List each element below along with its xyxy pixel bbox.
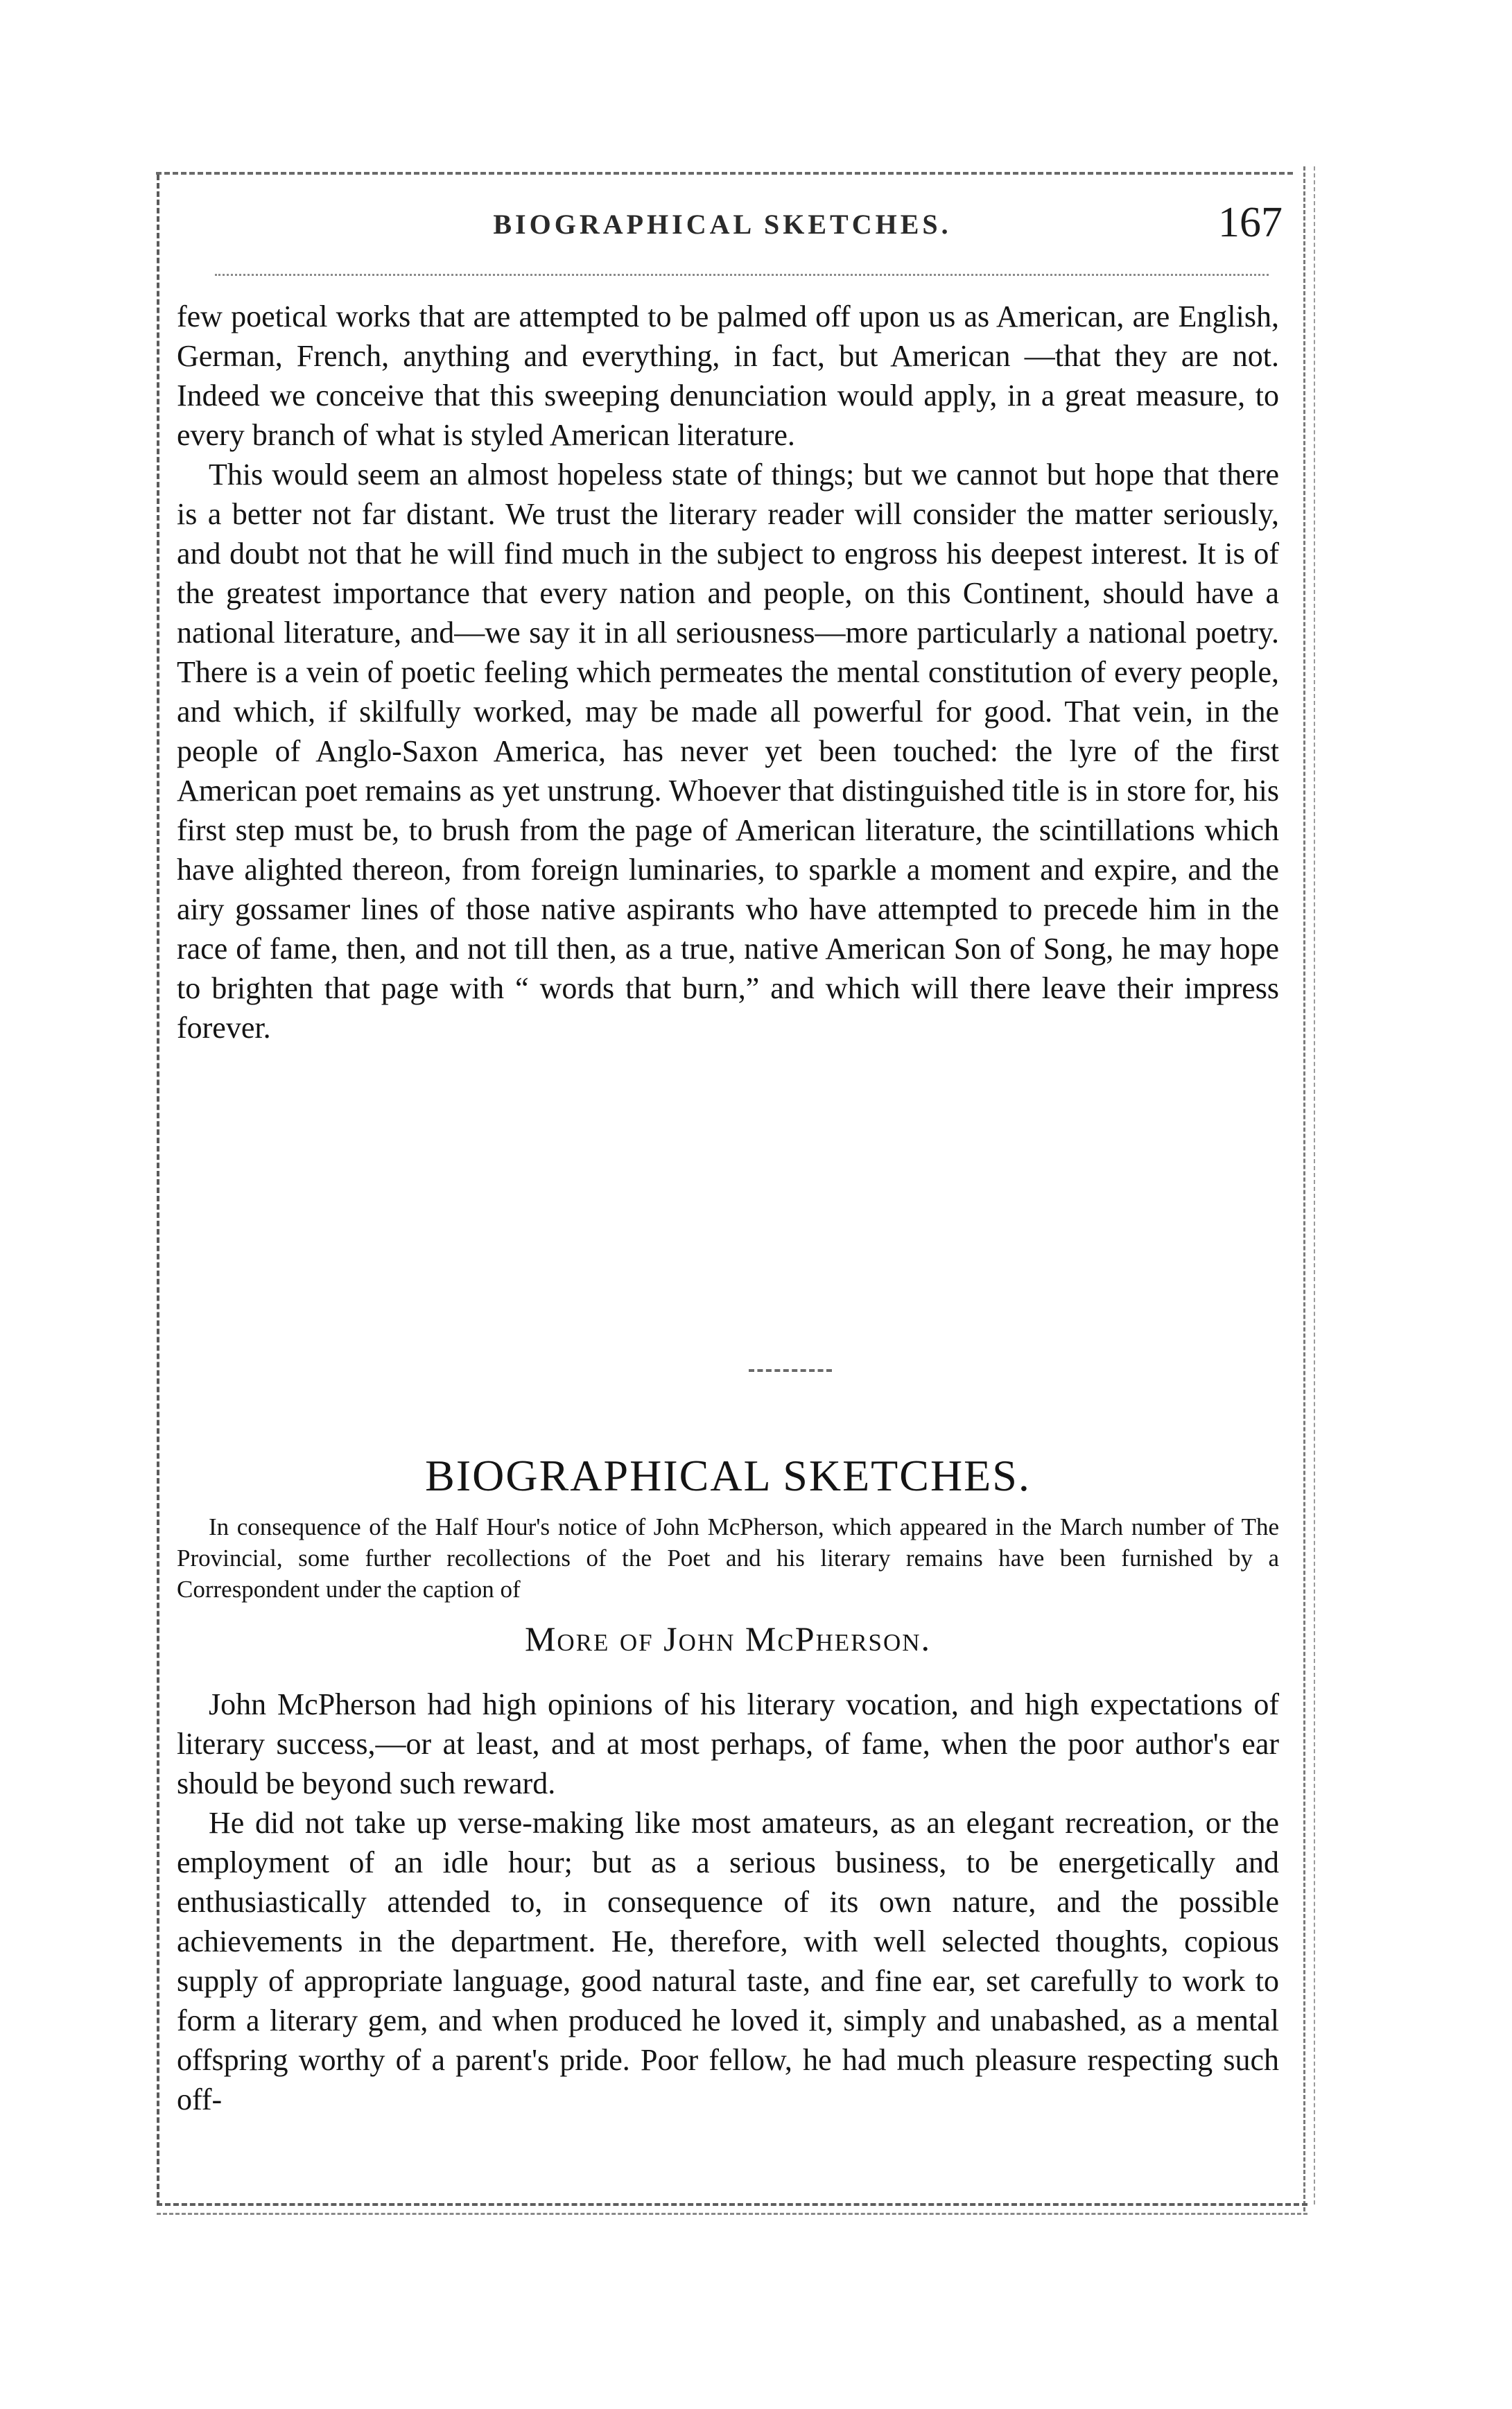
article-subtitle: More of John McPherson. <box>524 1619 932 1658</box>
page-number: 167 <box>1218 199 1283 246</box>
body-text-bottom <box>177 1685 1279 2119</box>
page-border-bottom-inner <box>157 2213 1307 2215</box>
page-border-left <box>157 175 159 2206</box>
page-border-bottom <box>157 2203 1307 2206</box>
page-border-right <box>1303 166 1305 2211</box>
page-border-right-inner <box>1314 166 1315 2204</box>
section-separator <box>749 1369 832 1372</box>
paragraph-1: few poetical works that are attempted to be palmed off upon us as American, are English, German, French, anything and everything, in fact, but American —that they are not. Indeed we conceive that this sweeping denunciation would apply, in a great measure, to every branch of what is styled American literature. <box>177 299 1279 452</box>
page-border-top <box>156 172 1293 175</box>
running-head: BIOGRAPHICAL SKETCHES. <box>493 209 952 240</box>
section-title: BIOGRAPHICAL SKETCHES. <box>425 1451 1031 1500</box>
header-rule <box>215 274 1269 276</box>
paragraph-2: This would seem an almost hopeless state of things; but we cannot but hope that there is a better not far distant. We trust the literary reader will consider the matter seriously, and doubt not that he will find much in the subject to engross his deepest interest. It is of the greatest importance that every nation and people, on this Continent, should have a national literature, and—we say it in all seriousness—more particularly a national poetry. There is a vein of poetic feeling which permeates the mental constitution of every people, and which, if skilfully worked, may be made all powerful for good. That vein, in the people of Anglo-Saxon America, has never yet been touched: the lyre of the first American poet remains as yet unstrung. Whoever that distinguished title is in store for, his first step must be, to brush from the page of American literature, the scintillations which have alighted thereon, from foreign luminaries, to sparkle a moment and expire, and the airy gossamer lines of those native aspirants who have attempted to precede him in the race of fame, then, and not till then, as a true, native American Son of Song, he may hope to brighten that page with “ words that burn,” and which will there leave their impress forever. <box>177 458 1279 1045</box>
paragraph-3: John McPherson had high opinions of his literary vocation, and high expectations of literary success,—or at least, and at most perhaps, of fame, when the poor author's ear should be beyond such reward. <box>177 1687 1279 1800</box>
body-text-top <box>177 297 1279 1047</box>
paragraph-4: He did not take up verse-making like most amateurs, as an elegant recreation, or the employment of an idle hour; but as a serious business, to be energetically and enthusiastically attended to, in consequence of its own nature, and the possible achievements in the department. He, therefore, with well selected thoughts, copious supply of appropriate language, good natural taste, and fine ear, set carefully to work to form a literary gem, and when produced he loved it, simply and unabashed, as a mental offspring worthy of a parent's pride. Poor fellow, he had much pleasure respecting such off- <box>177 1806 1279 2116</box>
intro-note: In consequence of the Half Hour's notice of John McPherson, which appeared in the March number of The Provincial, some further recollections of the Poet and his literary remains have been furnished by a Correspondent under the caption of <box>177 1513 1279 1603</box>
